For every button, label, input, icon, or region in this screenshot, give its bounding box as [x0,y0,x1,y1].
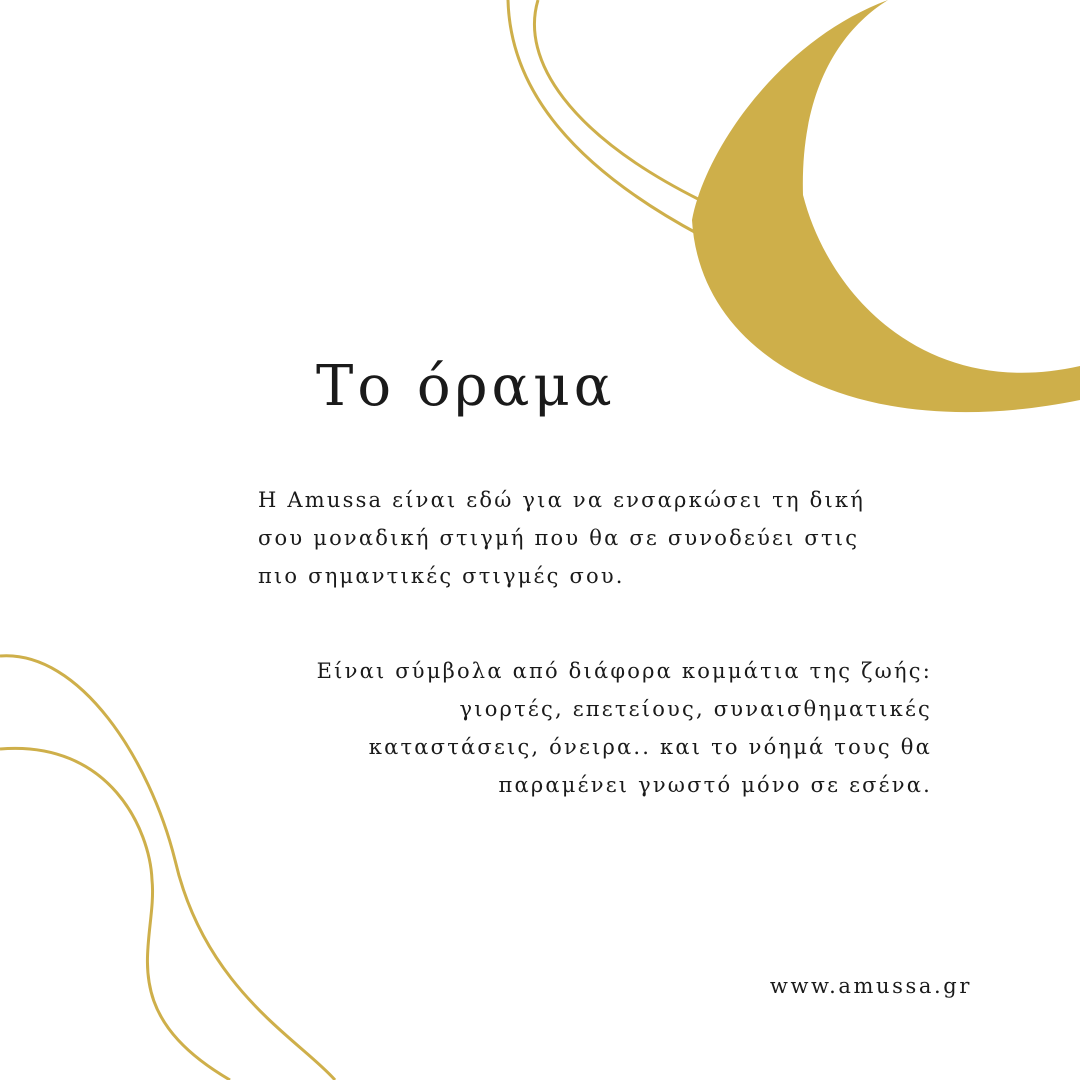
top-line-shape [508,0,700,235]
bottom-line-shape [0,748,230,1080]
paragraph-line: παραμένει γνωστό μόνο σε εσένα. [498,773,932,797]
top-line-shape [534,0,700,200]
paragraph-line: καταστάσεις, όνειρα.. και το νόημά τους θα [368,735,932,759]
paragraph-line: σου μοναδική στιγμή που θα σε συνοδεύει στις [258,526,860,550]
paragraph-line: Είναι σύμβολα από διάφορα κομμάτια της ζωής: [316,659,932,683]
intro-paragraph [258,481,865,595]
bottom-line-shape [0,656,335,1080]
paragraph-line: πιο σημαντικές στιγμές σου. [258,564,625,588]
crescent-moon-shape [692,0,1080,412]
paragraph-line: γιορτές, επετείους, συναισθηματικές [459,697,932,721]
website-url: www.amussa.gr [769,974,972,998]
page-title: Το όραμα [316,354,616,419]
paragraph-line: Η Amussa είναι εδώ για να ενσαρκώσει τη δική [258,488,866,512]
symbols-paragraph [317,652,932,804]
